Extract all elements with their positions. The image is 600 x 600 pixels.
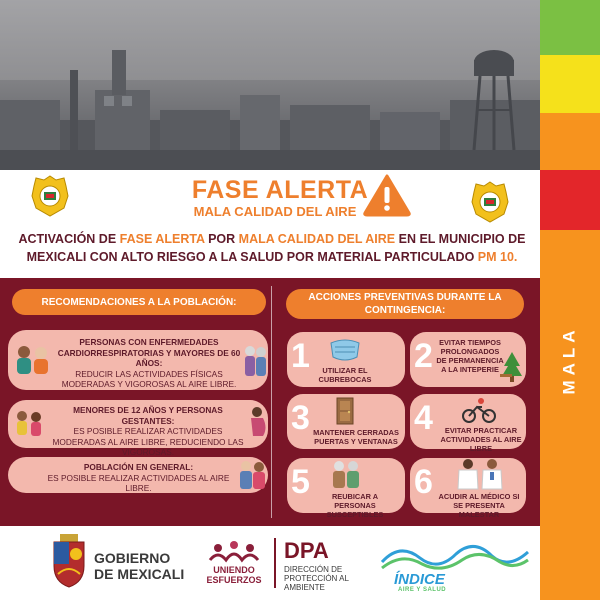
dpa-logo-abbr: DPA — [284, 538, 329, 563]
warning-triangle-icon — [362, 173, 412, 217]
smog-city-photo — [0, 0, 540, 170]
pregnant-person-illustration — [248, 406, 268, 442]
doctors-icon — [454, 458, 508, 490]
action-number: 1 — [291, 337, 310, 375]
people-illustration — [10, 344, 54, 378]
action-label: REUBICAR A PERSONAS SUSCEPTIBLES — [326, 492, 384, 519]
recommendation-text: POBLACIÓN EN GENERAL: ES POSIBLE REALIZAR ACTIVIDADES AL AIRE LIBRE. — [47, 462, 230, 493]
footer-divider — [274, 538, 276, 588]
indice-logo-subtext: AIRE Y SALUD — [398, 587, 447, 593]
scale-segment-very-bad — [540, 170, 600, 230]
children-illustration — [12, 408, 46, 440]
action-number: 6 — [414, 463, 433, 501]
uniendo-esfuerzos-text: UNIENDO ESFUERZOS — [206, 565, 262, 585]
cyclist-icon — [462, 397, 496, 423]
scale-segment-bad-sensitive — [540, 113, 600, 170]
indice-aire-salud-logo-waves — [380, 538, 530, 574]
outdoor-bench-tree-icon — [500, 350, 524, 384]
recommendation-text: PERSONAS CON ENFERMEDADES CARDIORRESPIRATORIAS Y MAYORES DE 60 AÑOS: REDUCIR LAS ACTIVIDADES FÍSICAS MODERADAS Y VIGOROSAS AL AIRE LIBRE. — [57, 337, 241, 389]
face-mask-icon — [327, 335, 363, 363]
general-population-illustration — [236, 459, 268, 491]
city-skyline-illustration — [0, 0, 540, 170]
elderly-couple-icon — [329, 460, 363, 490]
column-divider — [271, 286, 272, 518]
action-number: 3 — [291, 399, 310, 437]
actions-heading: ACCIONES PREVENTIVAS DURANTE LA CONTINGENCIA: — [286, 289, 524, 319]
scale-level-label: MALA — [560, 325, 580, 395]
recommendation-text: MENORES DE 12 AÑOS Y PERSONAS GESTANTES: ES POSIBLE REALIZAR ACTIVIDADES MODERADAS AL AIRE LIBRE, REDUCIENDO LAS VIGOROSAS. — [52, 405, 244, 457]
action-card — [410, 394, 526, 453]
action-card — [287, 394, 405, 449]
alert-subtitle: MALA CALIDAD DEL AIRE — [193, 204, 357, 219]
action-label: EVITAR TIEMPOS PROLONGADOS DE PERMANENCIA A LA INTEPERIE — [436, 338, 504, 374]
scale-segment-acceptable — [540, 55, 600, 113]
action-card — [287, 458, 405, 519]
police-badge-icon — [470, 180, 510, 224]
alert-title: FASE ALERTA — [191, 176, 369, 204]
scale-segment-good — [540, 0, 600, 55]
gobierno-mexicali-logo-text: GOBIERNO DE MEXICALI — [94, 550, 185, 582]
recommendation-card — [8, 457, 268, 493]
mexicali-coat-of-arms-logo — [50, 534, 88, 588]
intro-statement: ACTIVACIÓN DE FASE ALERTA POR MALA CALIDAD DEL AIRE EN EL MUNICIPIO DE MEXICALI CON ALTO RIESGO A LA SALUD POR MATERIAL PARTICULADO PM 10. — [18, 232, 526, 264]
recommendation-card — [8, 330, 268, 390]
action-number: 4 — [414, 399, 433, 437]
recommendation-card — [8, 400, 268, 457]
action-number: 5 — [291, 463, 310, 501]
indice-logo-text: ÍNDICE — [394, 571, 445, 588]
action-label: MANTENER CERRADAS PUERTAS Y VENTANAS — [313, 428, 399, 446]
police-badge-icon — [30, 174, 70, 218]
air-quality-scale — [540, 0, 600, 600]
uniendo-esfuerzos-logo — [206, 540, 262, 564]
action-label: UTILIZAR EL CUBREBOCAS — [318, 366, 372, 384]
action-number: 2 — [414, 337, 433, 375]
action-card — [410, 332, 526, 387]
closed-door-icon — [335, 397, 355, 425]
dpa-logo-text: DIRECCIÓN DE PROTECCIÓN AL AMBIENTE — [284, 565, 349, 592]
action-card — [410, 458, 526, 519]
action-label: ACUDIR AL MÉDICO SI SE PRESENTA MALESTAR — [438, 492, 520, 519]
elderly-people-illustration — [243, 344, 267, 380]
action-card — [287, 332, 405, 387]
recommendations-heading: RECOMENDACIONES A LA POBLACIÓN: — [12, 289, 266, 315]
action-label: EVITAR PRACTICAR ACTIVIDADES AL AIRE LIBRE — [440, 426, 522, 453]
